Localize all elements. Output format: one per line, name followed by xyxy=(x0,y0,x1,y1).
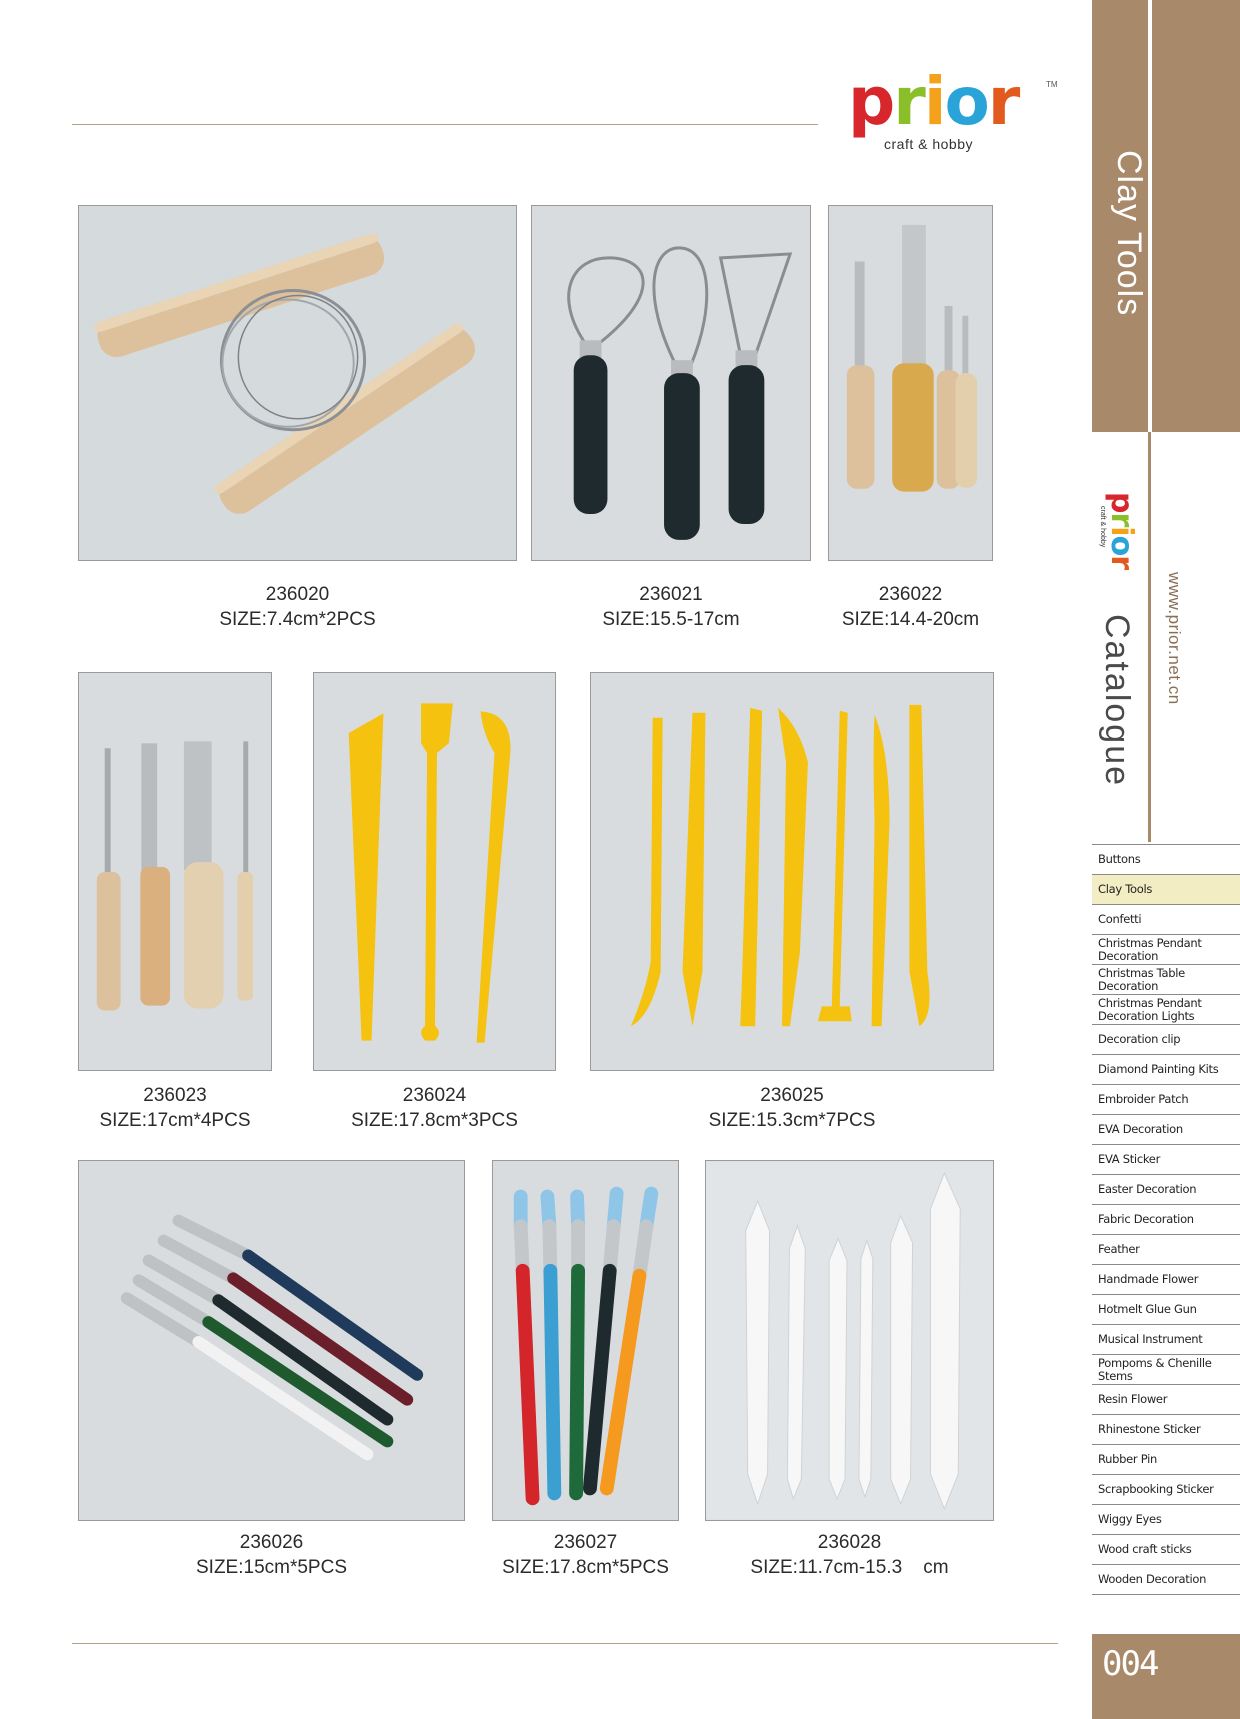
product-code: 236023 xyxy=(143,1085,207,1106)
product-photo-236025 xyxy=(590,672,994,1071)
product-photo-236024 xyxy=(313,672,556,1071)
category-item[interactable]: Wiggy Eyes xyxy=(1092,1505,1240,1535)
product-photo-236020 xyxy=(78,205,517,561)
product-code: 236020 xyxy=(265,584,330,605)
sidebar-vertical-rule xyxy=(1148,432,1151,842)
product-code: 236024 xyxy=(402,1085,467,1106)
logo-trademark: TM xyxy=(1046,80,1058,89)
logo-letter: o xyxy=(944,63,988,140)
logo-letter: i xyxy=(1104,526,1139,536)
loop-tool-illustration xyxy=(532,206,810,560)
category-item[interactable]: Hotmelt Glue Gun xyxy=(1092,1295,1240,1325)
product-code: 236021 xyxy=(639,584,703,605)
product-caption-236022 xyxy=(818,582,1003,632)
product-size: SIZE:15.3cm*7PCS xyxy=(708,1110,876,1131)
sidebar-edge-band xyxy=(1152,0,1240,432)
product-caption-236026 xyxy=(78,1530,465,1580)
category-item[interactable]: Christmas Pendant Decoration xyxy=(1092,935,1240,965)
product-photo-236027 xyxy=(492,1160,679,1521)
category-item[interactable]: Easter Decoration xyxy=(1092,1175,1240,1205)
category-item[interactable]: Embroider Patch xyxy=(1092,1085,1240,1115)
logo-letter: p xyxy=(1104,492,1139,513)
product-caption-236020 xyxy=(78,582,517,632)
category-item[interactable]: Wood craft sticks xyxy=(1092,1535,1240,1565)
logo-letter: p xyxy=(848,63,894,140)
logo-word xyxy=(848,63,1019,140)
color-shaper-brushes-illustration xyxy=(493,1161,678,1520)
category-item[interactable]: Wooden Decoration xyxy=(1092,1565,1240,1595)
category-item[interactable]: Rubber Pin xyxy=(1092,1445,1240,1475)
category-item[interactable]: Scrapbooking Sticker xyxy=(1092,1475,1240,1505)
section-title-wrap xyxy=(1112,150,1152,410)
product-photo-236026 xyxy=(78,1160,465,1521)
rubber-tip-brushes-illustration xyxy=(79,1161,464,1520)
category-item[interactable]: EVA Decoration xyxy=(1092,1115,1240,1145)
category-item[interactable]: Handmade Flower xyxy=(1092,1265,1240,1295)
product-size: SIZE:11.7cm-15.3 cm xyxy=(750,1557,949,1578)
sidebar-logo xyxy=(1099,492,1139,569)
logo-letter: r xyxy=(987,63,1019,140)
category-item[interactable]: Diamond Painting Kits xyxy=(1092,1055,1240,1085)
product-size: SIZE:14.4-20cm xyxy=(841,609,980,630)
product-code: 236026 xyxy=(239,1532,304,1553)
hole-cutter-illustration xyxy=(829,206,992,560)
category-item[interactable]: Decoration clip xyxy=(1092,1025,1240,1055)
product-size: SIZE:15.5-17cm xyxy=(602,609,740,630)
category-item[interactable]: Buttons xyxy=(1092,845,1240,875)
product-code: 236022 xyxy=(878,584,943,605)
category-item[interactable]: Rhinestone Sticker xyxy=(1092,1415,1240,1445)
product-photo-236022 xyxy=(828,205,993,561)
category-item[interactable]: Fabric Decoration xyxy=(1092,1205,1240,1235)
product-code: 236027 xyxy=(553,1532,618,1553)
category-item[interactable]: Resin Flower xyxy=(1092,1385,1240,1415)
catalogue-label: Catalogue xyxy=(1098,614,1136,788)
product-code: 236025 xyxy=(760,1085,824,1106)
prior-logo xyxy=(848,63,1058,156)
logo-letter: r xyxy=(1104,512,1139,527)
category-item[interactable]: Christmas Table Decoration xyxy=(1092,965,1240,995)
category-list xyxy=(1092,845,1240,1595)
product-size: SIZE:7.4cm*2PCS xyxy=(219,609,376,630)
category-item[interactable]: EVA Sticker xyxy=(1092,1145,1240,1175)
page-number-box xyxy=(1092,1634,1240,1719)
footer-rule xyxy=(72,1643,1058,1644)
logo-letter: i xyxy=(923,63,945,140)
yellow-modeling-tools-3-illustration xyxy=(314,673,555,1070)
category-item[interactable]: Clay Tools xyxy=(1092,875,1240,905)
page-number: 004 xyxy=(1102,1644,1158,1684)
category-item[interactable]: Christmas Pendant Decoration Lights xyxy=(1092,995,1240,1025)
product-caption-236023 xyxy=(78,1083,272,1133)
logo-letter: r xyxy=(893,63,924,140)
logo-tagline: craft & hobby xyxy=(884,136,973,152)
product-caption-236021 xyxy=(531,582,811,632)
needle-tool-illustration xyxy=(79,673,271,1070)
yellow-modeling-tools-7-illustration xyxy=(591,673,993,1070)
sidebar-logo-tagline: craft & hobby xyxy=(1099,506,1106,548)
product-photo-236028 xyxy=(705,1160,994,1521)
product-caption-236025 xyxy=(590,1083,994,1133)
paper-blending-stumps-illustration xyxy=(706,1161,993,1520)
product-size: SIZE:17.8cm*3PCS xyxy=(351,1110,518,1131)
category-item[interactable]: Musical Instrument xyxy=(1092,1325,1240,1355)
product-caption-236028 xyxy=(705,1530,994,1580)
category-item[interactable]: Pompoms & Chenille Stems xyxy=(1092,1355,1240,1385)
header-rule xyxy=(72,124,818,125)
product-code: 236028 xyxy=(817,1532,882,1553)
product-photo-236021 xyxy=(531,205,811,561)
product-caption-236024 xyxy=(313,1083,556,1133)
logo-letter: r xyxy=(1104,555,1139,569)
sidebar-logo-word xyxy=(1104,492,1139,569)
category-item[interactable]: Feather xyxy=(1092,1235,1240,1265)
wire-cutter-illustration xyxy=(79,206,516,560)
section-title: Clay Tools xyxy=(1110,150,1148,317)
product-size: SIZE:17.8cm*5PCS xyxy=(502,1557,669,1578)
product-photo-236023 xyxy=(78,672,272,1071)
product-size: SIZE:17cm*4PCS xyxy=(99,1110,251,1131)
product-size: SIZE:15cm*5PCS xyxy=(196,1557,347,1578)
category-item[interactable]: Confetti xyxy=(1092,905,1240,935)
product-caption-236027 xyxy=(482,1530,689,1580)
logo-letter: o xyxy=(1104,535,1139,556)
website-url[interactable]: www.prior.net.cn xyxy=(1165,572,1184,705)
